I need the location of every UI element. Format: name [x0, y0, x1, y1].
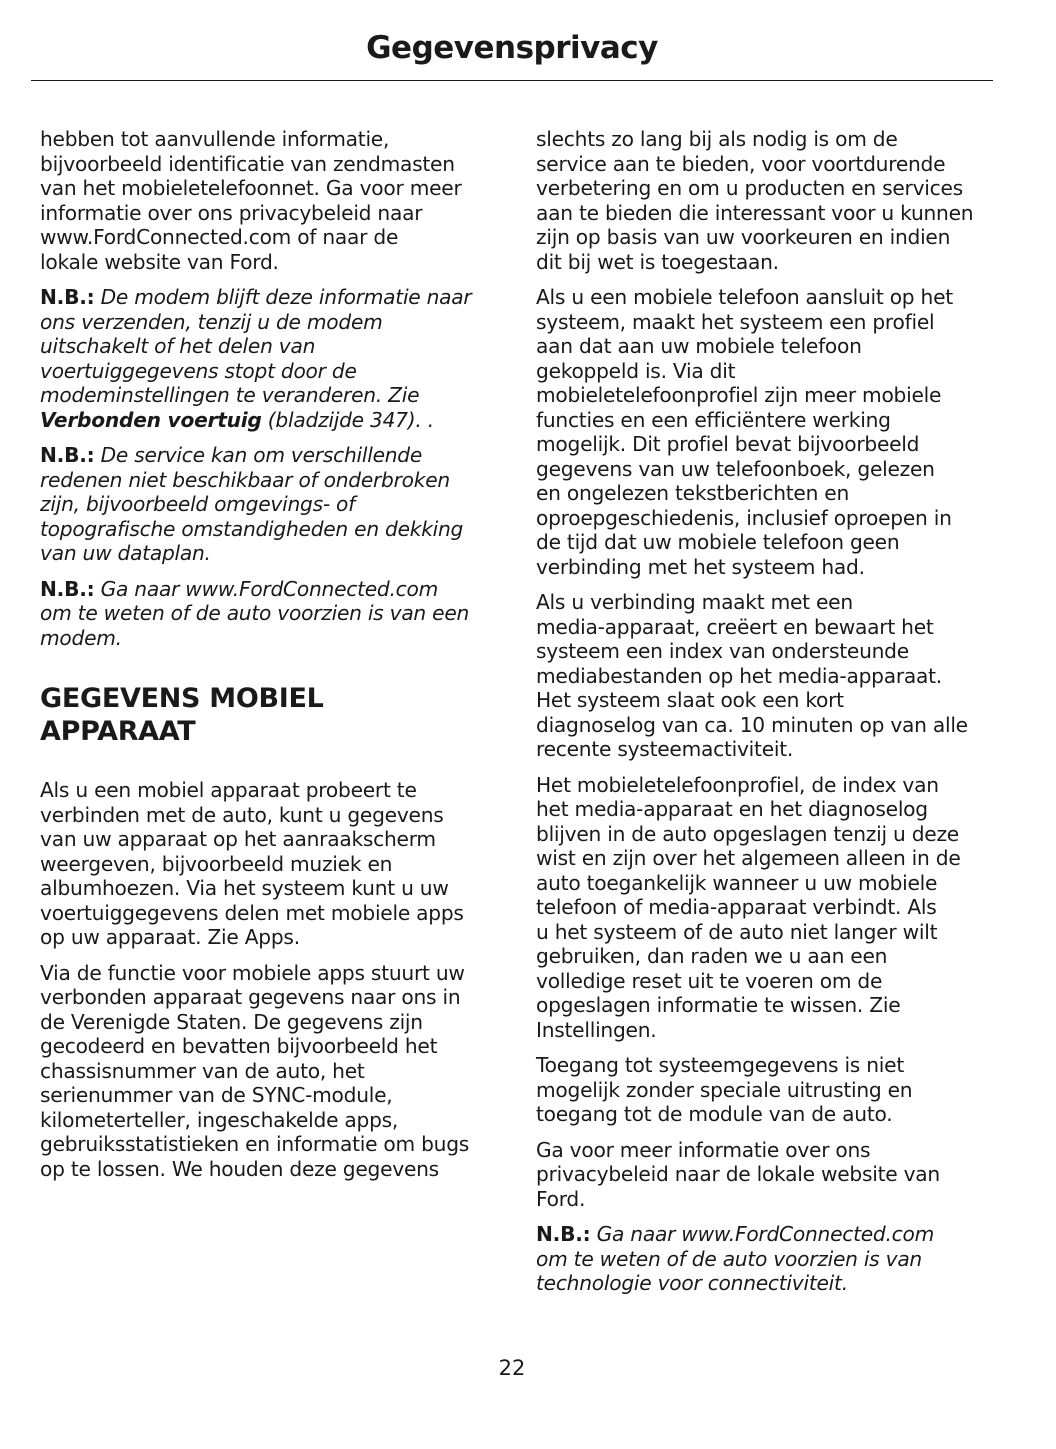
page-number: 22: [498, 1356, 526, 1380]
note-modem-check: [40, 577, 505, 651]
note-connectivity: [536, 1222, 1001, 1296]
note-label: N.B.:: [40, 576, 95, 601]
note-text: De modem blijft deze informatie naar ons verzenden, tenzij u de modem uitschakelt of het delen van voertuiggegevens stopt door de modeminstellingen te veranderen. Zie: [40, 285, 472, 407]
body-paragraph: Ga voor meer informatie over ons privacybeleid naar de lokale website van Ford.: [536, 1137, 940, 1211]
left-column: [40, 127, 505, 1192]
note-label: N.B.:: [40, 443, 95, 467]
body-paragraph: Als u een mobiele telefoon aansluit op het systeem, maakt het systeem een profiel aan dat aan uw mobiele telefoon gekoppeld is. Via dit mobieletelefoonprofiel zijn meer mobiele functies en een efficiëntere werking mogelijk. Dit profiel bevat bijvoorbeeld gegevens van uw telefoonboek, gelezen en ongelezen tekstberichten en oproepgeschiedenis, inclusief oproepen in de tijd dat uw mobiele telefoon geen verbinding met het systeem had.: [536, 285, 953, 579]
body-paragraph: Toegang tot systeemgegevens is niet mogelijk zonder speciale uitrusting en toegang tot de module van de auto.: [536, 1053, 913, 1126]
body-paragraph: Het mobieletelefoonprofiel, de index van het media-apparaat en het diagnoselog blijven in de auto opgeslagen tenzij u deze wist en zijn over het algemeen alleen in de auto toegankelijk wanneer u uw mobiele telefoon of media-apparaat verbindt. Als u het systeem of de auto niet langer wilt gebruiken, dan raden we u aan een volledige reset uit te voeren om de opgeslagen informatie te wissen. Zie Instellingen.: [536, 772, 961, 1042]
body-paragraph: slechts zo lang bij als nodig is om de service aan te bieden, voor voortdurende verbetering en om u producten en services aan te bieden die interessant voor u kunnen zijn op basis van uw voorkeuren en indien dit bij wet is toegestaan.: [536, 127, 974, 274]
title-divider: [31, 80, 993, 81]
body-paragraph: Via de functie voor mobiele apps stuurt uw verbonden apparaat gegevens naar ons in de Verenigde Staten. De gegevens zijn gecodeerd en bevatten bijvoorbeeld het chassisnummer van de auto, het serienummer van de SYNC-module, kilometerteller, ingeschakelde apps, gebruiksstatistieken en informatie om bugs op te lossen. We houden deze gegevens: [40, 960, 470, 1181]
body-paragraph: Als u een mobiel apparaat probeert te verbinden met de auto, kunt u gegevens van uw apparaat op het aanraakscherm weergeven, bijvoorbeeld muziek en albumhoezen. Via het systeem kunt u uw voertuiggegevens delen met mobiele apps op uw apparaat. Zie Apps.: [40, 778, 464, 949]
note-text: De service kan om verschillende redenen niet beschikbaar of onderbroken zijn, bijvoorbeeld omgevings- of topografische omstandigheden en dekking van uw dataplan.: [40, 443, 464, 565]
section-heading: GEGEVENS MOBIEL APPARAAT: [40, 683, 324, 747]
body-paragraph: hebben tot aanvullende informatie, bijvoorbeeld identificatie van zendmasten van het mobieletelefoonnet. Ga voor meer informatie over ons privacybeleid naar www.FordConnected.com of naar de lokale website van Ford.: [40, 127, 462, 274]
note-text: Ga naar www.FordConnected.com om te weten of de auto voorzien is van technologie voor connectiviteit.: [536, 1222, 935, 1295]
cross-reference-link[interactable]: Verbonden voertuig: [40, 407, 262, 432]
note-label: N.B.:: [40, 285, 95, 309]
body-paragraph: Als u verbinding maakt met een media-apparaat, creëert en bewaart het systeem een index van ondersteunde mediabestanden op het media-apparaat. Het systeem slaat ook een kort diagnoselog van ca. 10 minuten op van alle recente systeemactiviteit.: [536, 590, 968, 761]
page-title: Gegevensprivacy: [366, 30, 658, 66]
note-label: N.B.:: [536, 1222, 591, 1246]
page-reference: (bladzijde 347). .: [261, 407, 434, 432]
note-modem-data: [40, 285, 505, 432]
note-text: Ga naar www.FordConnected.com om te weten of de auto voorzien is van een modem.: [40, 576, 470, 650]
right-column: [536, 127, 1001, 1307]
note-service-availability: [40, 443, 505, 566]
